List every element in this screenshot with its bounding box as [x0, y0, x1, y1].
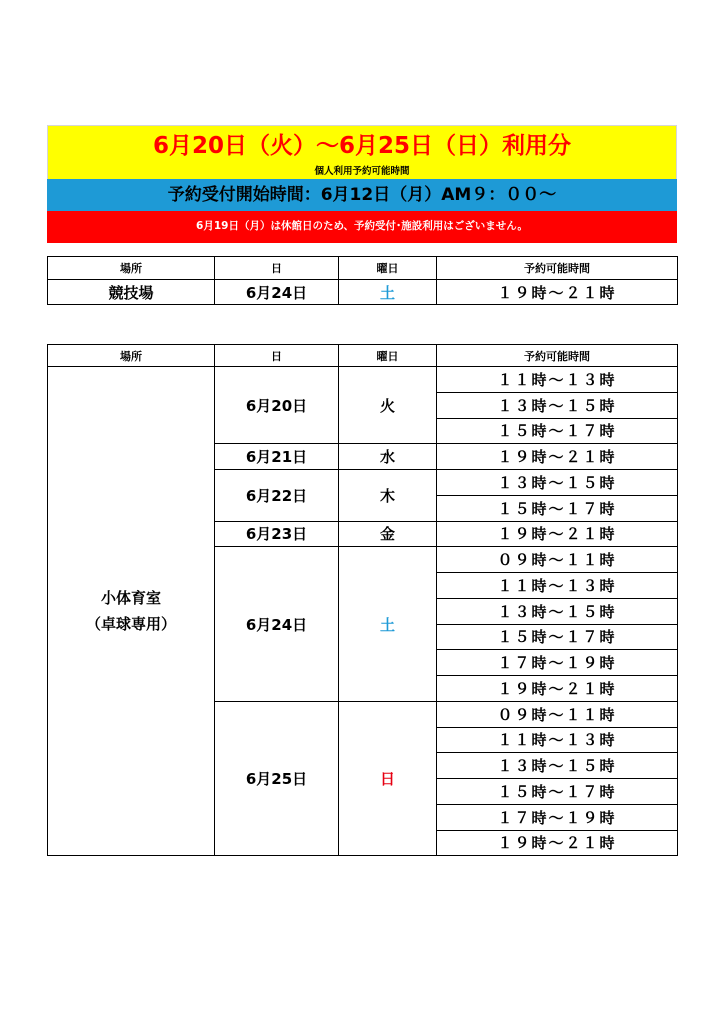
column-header-times: 予約可能時間	[437, 345, 678, 367]
time-slot: １３時～１５時	[437, 470, 678, 496]
table-header-row	[48, 345, 678, 367]
time-slot: １７時～１９時	[437, 804, 678, 830]
time-slot: １１時～１３時	[437, 573, 678, 599]
weekday-cell: 金	[339, 521, 437, 547]
closure-notice: 6月19日（月）は休館日のため、予約受付･施設利用はございません。	[47, 211, 677, 243]
weekday-cell: 水	[339, 444, 437, 470]
column-header-day: 日	[215, 257, 339, 280]
date-cell: 6月24日	[215, 547, 339, 702]
date-cell: 6月23日	[215, 521, 339, 547]
weekday-cell: 土	[339, 280, 437, 305]
time-slot: １３時～１５時	[437, 753, 678, 779]
place-name: 小体育室	[100, 589, 161, 608]
time-slot: １３時～１５時	[437, 392, 678, 418]
table-header-row	[48, 257, 678, 280]
column-header-weekday: 曜日	[339, 345, 437, 367]
reservation-open-time: 予約受付開始時間：6月12日（月）AM９：００～	[47, 179, 677, 211]
page-subtitle: 個人利用予約可能時間	[47, 165, 677, 179]
time-slot: １７時～１９時	[437, 650, 678, 676]
column-header-day: 日	[215, 345, 339, 367]
time-slot: １９時～２１時	[437, 444, 678, 470]
date-cell: 6月25日	[215, 701, 339, 856]
time-slot: １９時～２１時	[437, 521, 678, 547]
column-header-place: 場所	[48, 345, 215, 367]
time-slot: １９時～２１時	[437, 830, 678, 856]
time-slot: １１時～１３時	[437, 367, 678, 393]
place-cell	[48, 367, 215, 856]
date-cell: 6月21日	[215, 444, 339, 470]
time-slot: １１時～１３時	[437, 727, 678, 753]
time-slot: １５時～１７時	[437, 779, 678, 805]
table-row	[48, 280, 678, 305]
time-slot: １５時～１７時	[437, 495, 678, 521]
date-cell: 6月20日	[215, 367, 339, 444]
time-slot: １９時～２１時	[437, 280, 678, 305]
place-cell: 競技場	[48, 280, 215, 305]
weekday-cell: 日	[339, 701, 437, 856]
time-slot: ０９時～１１時	[437, 547, 678, 573]
page-title: 6月20日（火）～6月25日（日）利用分	[47, 125, 677, 165]
table-row	[48, 367, 678, 393]
arena-schedule-table	[47, 256, 678, 305]
column-header-place: 場所	[48, 257, 215, 280]
time-slot: １９時～２１時	[437, 676, 678, 702]
date-cell: 6月22日	[215, 470, 339, 522]
weekday-cell: 土	[339, 547, 437, 702]
date-cell: 6月24日	[215, 280, 339, 305]
column-header-weekday: 曜日	[339, 257, 437, 280]
weekday-cell: 木	[339, 470, 437, 522]
small-gym-schedule-table	[47, 344, 678, 856]
weekday-cell: 火	[339, 367, 437, 444]
header-banner	[47, 125, 677, 243]
time-slot: １３時～１５時	[437, 598, 678, 624]
time-slot: １５時～１７時	[437, 418, 678, 444]
time-slot: ０９時～１１時	[437, 701, 678, 727]
time-slot: １５時～１７時	[437, 624, 678, 650]
place-note: （卓球専用）	[85, 615, 176, 634]
column-header-times: 予約可能時間	[437, 257, 678, 280]
